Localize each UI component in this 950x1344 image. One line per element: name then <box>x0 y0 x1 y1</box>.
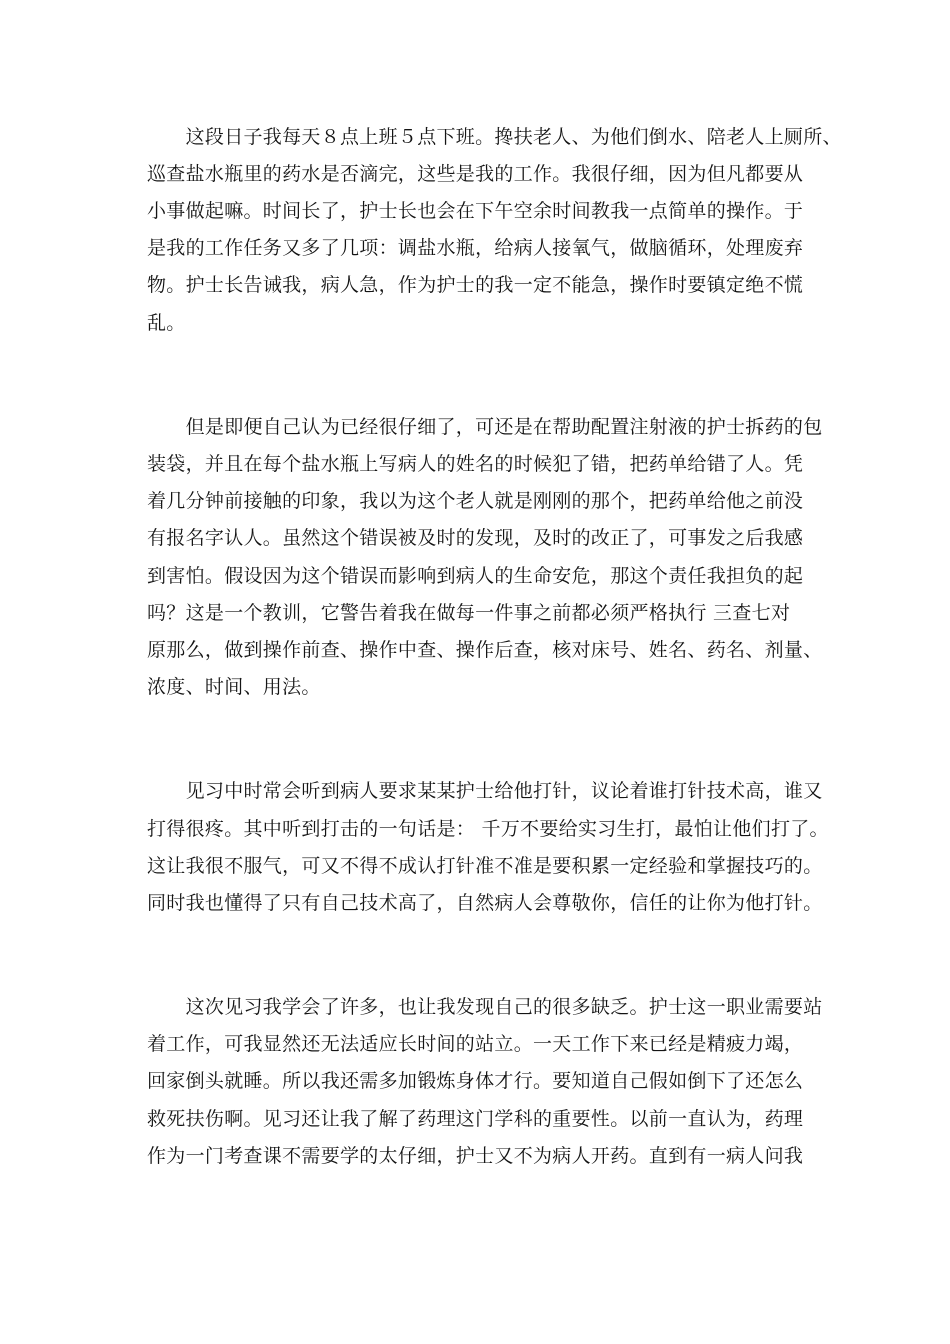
text-line: 回家倒头就睡。所以我还需多加锻炼身体才行。要知道自己假如倒下了还怎么 <box>147 1070 804 1092</box>
text-line: 乱。 <box>147 312 186 334</box>
text-line: 这次见习我学会了许多，也让我发现自己的很多缺乏。护士这一职业需要站 <box>147 996 823 1018</box>
text-line: 见习中时常会听到病人要求某某护士给他打针，议论着谁打针技术高，谁又 <box>147 780 823 802</box>
text-line: 巡查盐水瓶里的药水是否滴完，这些是我的工作。我很仔细，因为但凡都要从 <box>147 163 804 185</box>
text-line: 救死扶伤啊。见习还让我了解了药理这门学科的重要性。以前一直认为，药理 <box>147 1108 804 1130</box>
text-line: 着几分钟前接触的印象，我以为这个老人就是刚刚的那个，把药单给他之前没 <box>147 490 804 512</box>
text-line: 是我的工作任务又多了几项：调盐水瓶，给病人接氧气，做脑循环，处理废弃 <box>147 237 804 259</box>
text-line: 打得很疼。其中听到打击的一句话是： 千万不要给实习生打，最怕让他们打了。 <box>147 818 829 840</box>
text-line: 小事做起嘛。时间长了，护士长也会在下午空余时间教我一点简单的操作。于 <box>147 200 804 222</box>
text-line: 有报名字认人。虽然这个错误被及时的发现，及时的改正了，可事发之后我感 <box>147 527 804 549</box>
text-line: 这让我很不服气，可又不得不成认打针准不准是要积累一定经验和掌握技巧的。 <box>147 855 823 877</box>
text-line: 到害怕。假设因为这个错误而影响到病人的生命安危，那这个责任我担负的起 <box>147 565 804 587</box>
text-line: 这段日子我每天８点上班５点下班。搀扶老人、为他们倒水、陪老人上厕所、 <box>147 126 842 148</box>
text-line: 物。护士长告诫我，病人急，作为护士的我一定不能急，操作时要镇定绝不慌 <box>147 274 804 296</box>
text-line: 但是即便自己认为已经很仔细了，可还是在帮助配置注射液的护士拆药的包 <box>147 416 823 438</box>
text-line: 同时我也懂得了只有自己技术高了，自然病人会尊敬你，信任的让你为他打针。 <box>147 892 823 914</box>
text-line: 装袋，并且在每个盐水瓶上写病人的姓名的时候犯了错，把药单给错了人。凭 <box>147 453 804 475</box>
text-line: 作为一门考查课不需要学的太仔细，护士又不为病人开药。直到有一病人问我 <box>147 1145 804 1167</box>
text-line: 浓度、时间、用法。 <box>147 676 321 698</box>
text-line: 着工作，可我显然还无法适应长时间的站立。一天工作下来已经是精疲力竭， <box>147 1033 804 1055</box>
text-line: 吗？这是一个教训，它警告着我在做每一件事之前都必须严格执行 三查七对 <box>147 602 791 624</box>
text-line: 原那么，做到操作前查、操作中查、操作后查，核对床号、姓名、药名、剂量、 <box>147 639 823 661</box>
